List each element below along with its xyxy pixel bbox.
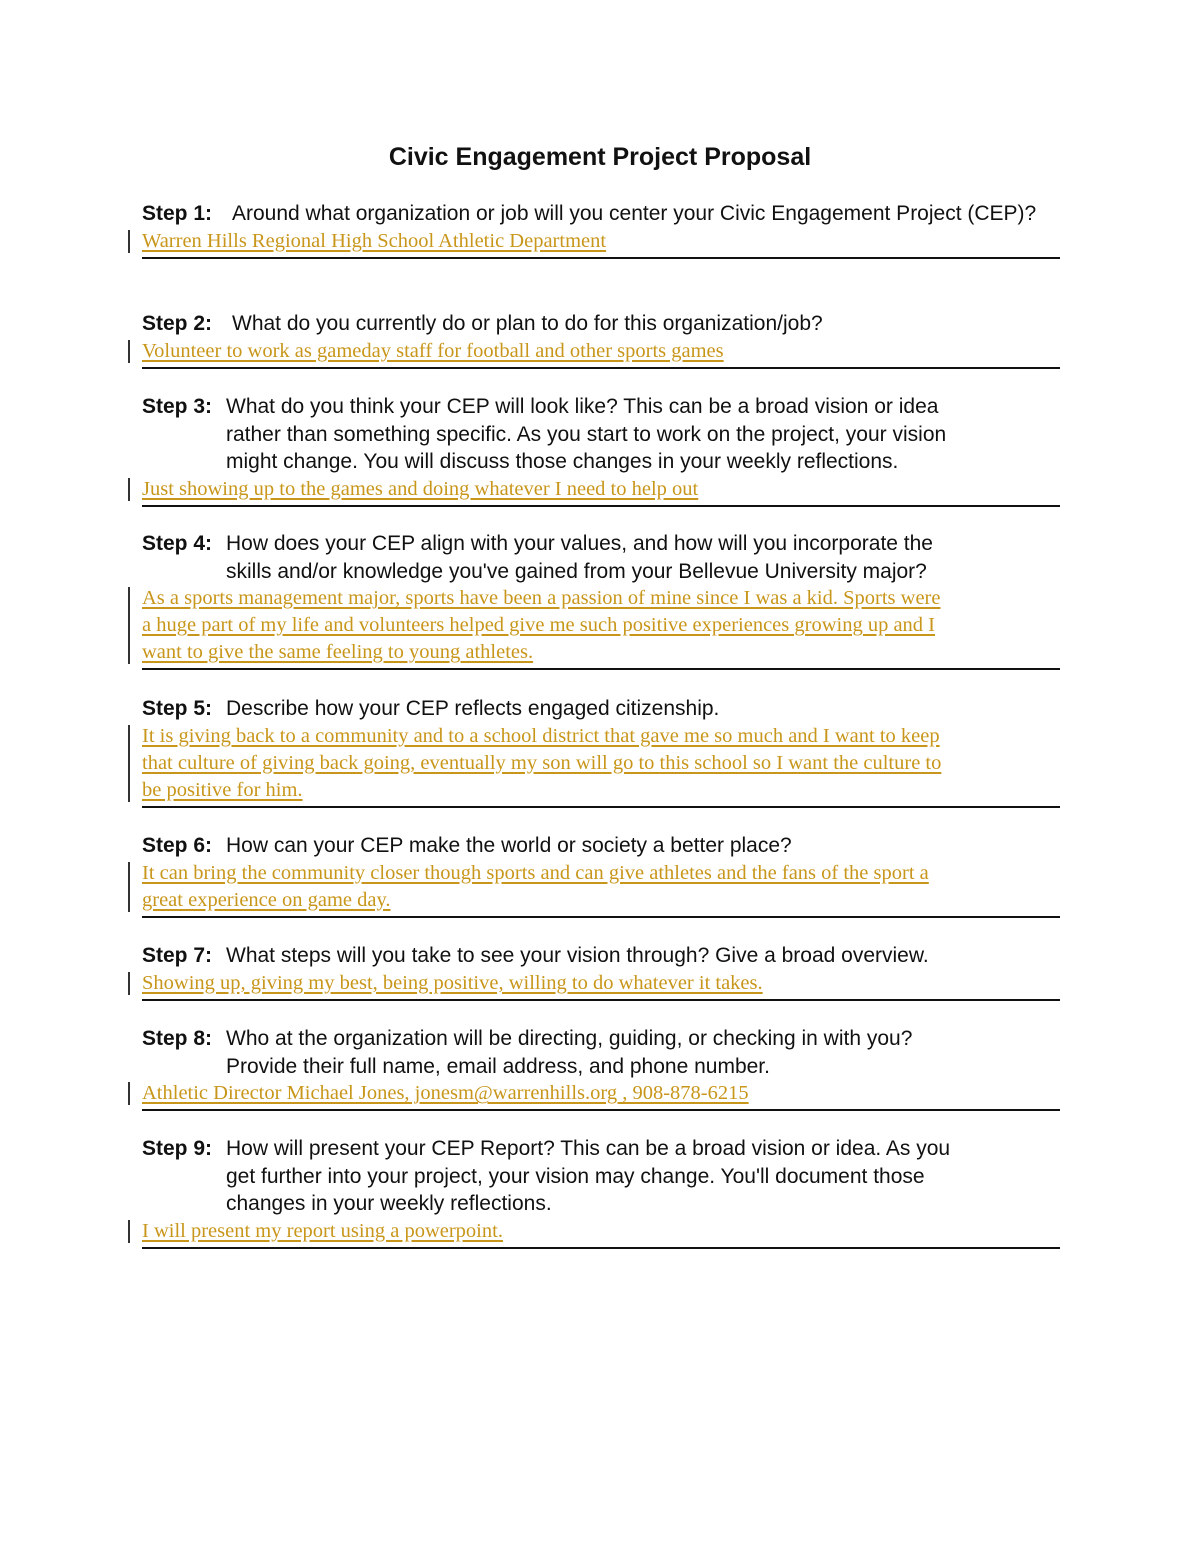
answer-line: It is giving back to a community and to a school district that gave me so much and I want to keep [142, 724, 940, 747]
answer-line: be positive for him. [142, 778, 303, 801]
step-2-answer-field[interactable] [142, 338, 1060, 369]
answer-line: a huge part of my life and volunteers helped give me such positive experiences growing up and I [142, 614, 935, 636]
question-text: Around what organization or job will you center your Civic Engagement Project (CEP)? [232, 202, 1037, 225]
step-7 [142, 942, 1060, 1001]
answer-line: Showing up, giving my best, being positive, willing to do whatever it takes. [142, 971, 763, 994]
step-label: Step 7: [142, 944, 213, 967]
question-text: What do you think your CEP will look like? This can be a broad vision or idea rather than something specific. As you start to work on the project, your vision might change. You will discuss those changes in your weekly reflections. [226, 395, 947, 473]
step-4-question [142, 530, 1060, 585]
question-text: Who at the organization will be directing, guiding, or checking in with you? Provide their full name, email address, and phone number. [226, 1027, 913, 1078]
step-label: Step 3: [142, 395, 213, 418]
step-3-question [142, 393, 1060, 476]
step-7-answer-field[interactable] [142, 970, 1060, 1001]
question-text: What do you currently do or plan to do for this organization/job? [232, 312, 823, 335]
step-1-question [142, 200, 1060, 228]
step-9-answer-field[interactable] [142, 1218, 1060, 1249]
answer-line: As a sports management major, sports have been a passion of mine since I was a kid. Sports were [142, 587, 941, 609]
question-text: How can your CEP make the world or society a better place? [226, 834, 792, 857]
step-4-answer-field[interactable] [142, 585, 1060, 670]
question-text: How does your CEP align with your values, and how will you incorporate the skills and/or knowledge you've gained from your Bellevue University major? [226, 532, 933, 583]
document-title: Civic Engagement Project Proposal [388, 143, 812, 171]
question-text: What steps will you take to see your vision through? Give a broad overview. [226, 944, 929, 967]
step-8-question [142, 1025, 1060, 1080]
step-7-question [142, 942, 1060, 970]
step-1 [142, 200, 1060, 259]
step-label: Step 8: [142, 1027, 213, 1050]
answer-line: Athletic Director Michael Jones, jonesm@warrenhills.org , 908-878-6215 [142, 1082, 749, 1104]
question-text: Describe how your CEP reflects engaged citizenship. [226, 697, 720, 720]
question-text: How will present your CEP Report? This can be a broad vision or idea. As you get further into your project, your vision may change. You'll document those changes in your weekly reflections. [226, 1137, 951, 1215]
step-6 [142, 832, 1060, 918]
step-5-answer-field[interactable] [142, 723, 1060, 808]
step-3 [142, 393, 1060, 507]
step-label: Step 9: [142, 1137, 213, 1160]
step-1-answer-field[interactable] [142, 228, 1060, 259]
step-2 [142, 310, 1060, 369]
step-4 [142, 530, 1060, 670]
step-2-question [142, 310, 1060, 338]
step-label: Step 4: [142, 532, 213, 555]
step-8-answer-field[interactable] [142, 1080, 1060, 1111]
answer-line: Warren Hills Regional High School Athletic Department [142, 229, 607, 252]
answer-line: Volunteer to work as gameday staff for football and other sports games [142, 339, 724, 362]
step-5 [142, 695, 1060, 808]
step-label: Step 6: [142, 834, 213, 857]
step-label: Step 1: [142, 202, 213, 225]
step-6-answer-field[interactable] [142, 860, 1060, 918]
answer-line: that culture of giving back going, eventually my son will go to this school so I want the culture to [142, 751, 942, 774]
answer-line: It can bring the community closer though sports and can give athletes and the fans of the sport a [142, 861, 929, 884]
answer-line: Just showing up to the games and doing whatever I need to help out [142, 477, 699, 500]
step-8 [142, 1025, 1060, 1111]
step-label: Step 2: [142, 312, 213, 335]
answer-line: want to give the same feeling to young athletes. [142, 641, 534, 663]
step-3-answer-field[interactable] [142, 476, 1060, 507]
step-9 [142, 1135, 1060, 1249]
answer-line: I will present my report using a powerpoint. [142, 1219, 503, 1242]
step-9-question [142, 1135, 1060, 1218]
step-6-question [142, 832, 1060, 860]
answer-line: great experience on game day. [142, 888, 391, 911]
step-label: Step 5: [142, 697, 213, 720]
step-5-question [142, 695, 1060, 723]
